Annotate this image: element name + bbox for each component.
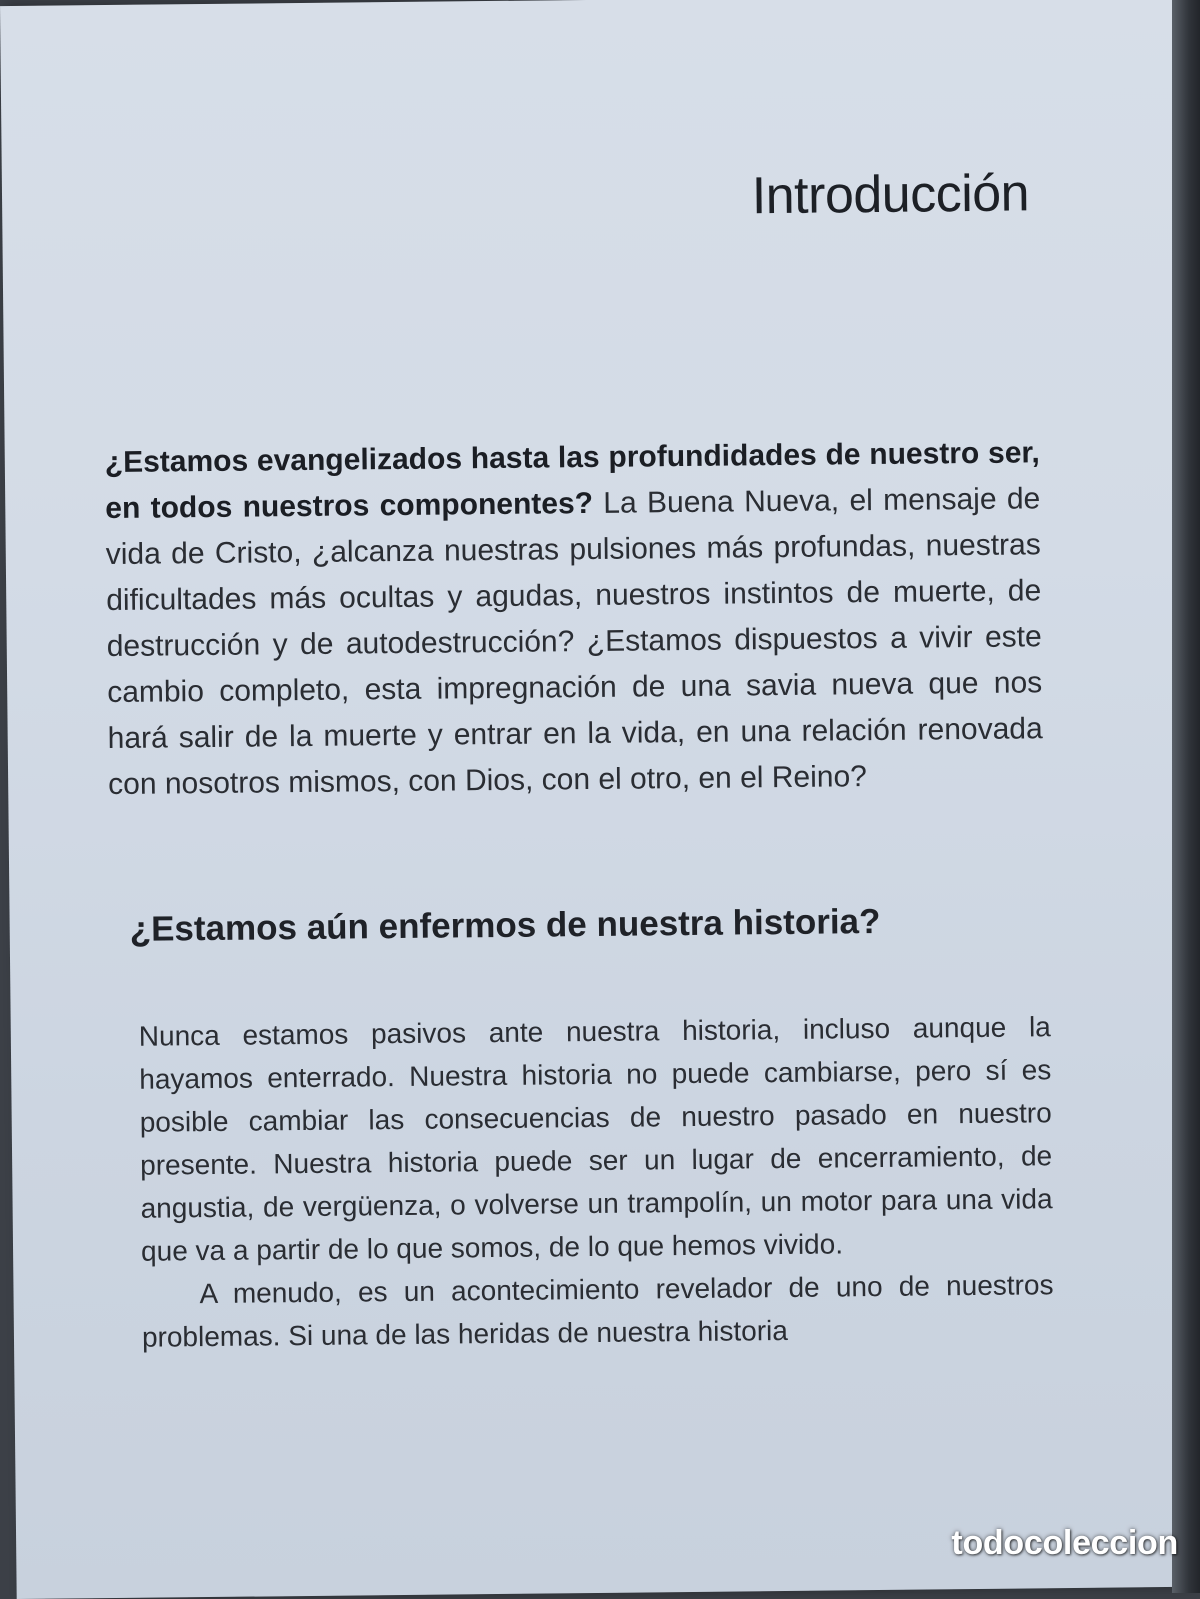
book-spine-edge xyxy=(1172,0,1200,1593)
chapter-title: Introducción xyxy=(751,164,1030,226)
intro-body-text: La Buena Nueva, el mensaje de vida de Cristo, ¿alcanza nuestras pulsiones más profundas, nuestras dificultades más ocultas y agudas, nuestros instintos de muerte, de destrucción y de autodestrucción? ¿Estamos dispuestos a vivir este cambio completo, esta impregnación de una savia nueva que nos hará salir de la muerte y entrar en la vida, en una relación renovada con nosotros mismos, con Dios, con el otro, en el Reino? xyxy=(105,482,1043,802)
section-body xyxy=(139,1005,1055,1359)
site-watermark: todocoleccion xyxy=(951,1524,1178,1562)
intro-bold-lead: ¿Estamos evangelizados hasta las profundidades de nuestro ser, en todos nuestros componentes? xyxy=(104,436,1040,526)
intro-paragraph xyxy=(105,430,1044,808)
section-paragraph-1: Nunca estamos pasivos ante nuestra historia, incluso aunque la hayamos enterrado. Nuestra historia no puede cambiarse, pero sí es posible cambiar las consecuencias de nuestro pasado en nuestro presente. Nuestra historia puede ser un lugar de encerramiento, de angustia, de vergüenza, o volverse un trampolín, un motor para una vida que va a partir de lo que somos, de lo que hemos vivido. xyxy=(138,1011,1053,1267)
section-heading: ¿Estamos aún enfermos de nuestra historia? xyxy=(129,901,881,949)
section-paragraph-2: A menudo, es un acontecimiento revelador de uno de nuestros problemas. Si una de las heridas de nuestra historia xyxy=(141,1269,1054,1353)
